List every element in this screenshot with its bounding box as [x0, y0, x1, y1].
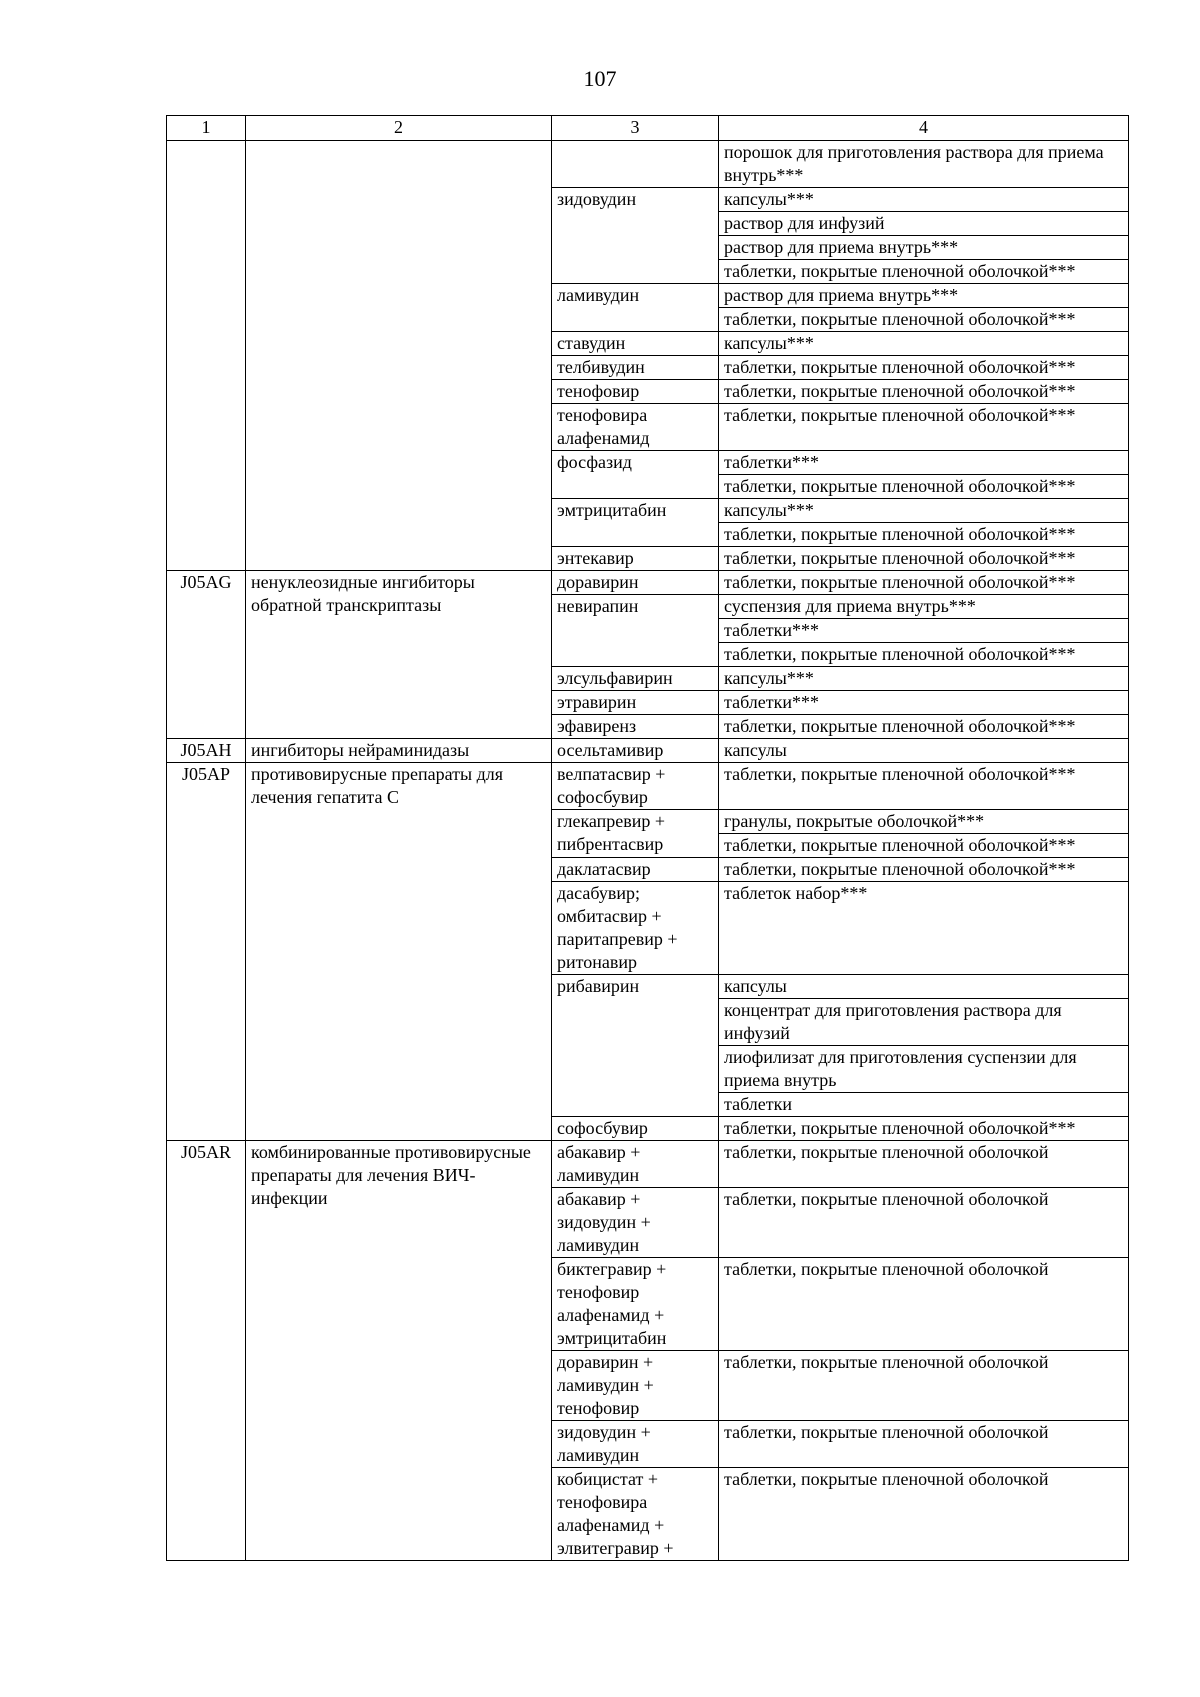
dosage-form: капсулы***: [719, 667, 1129, 691]
drug-name: невирапин: [552, 595, 719, 667]
dosage-form: таблетки, покрытые пленочной оболочкой***: [719, 1117, 1129, 1141]
dosage-form: раствор для инфузий: [719, 212, 1129, 236]
dosage-form: таблетки, покрытые пленочной оболочкой***: [719, 858, 1129, 882]
table-body: [167, 141, 1129, 1561]
dosage-form: таблетки, покрытые пленочной оболочкой: [719, 1258, 1129, 1351]
group-name: [246, 141, 552, 571]
drug-name: рибавирин: [552, 975, 719, 1117]
header-col-2: 2: [246, 116, 552, 141]
drug-name: кобицистат + тенофовира алафенамид + элвитегравир +: [552, 1468, 719, 1561]
dosage-form: лиофилизат для приготовления суспензии для приема внутрь: [719, 1046, 1129, 1093]
drug-name: биктегравир + тенофовир алафенамид + эмтрицитабин: [552, 1258, 719, 1351]
atc-code: J05AG: [167, 571, 246, 739]
drug-name: софосбувир: [552, 1117, 719, 1141]
dosage-form: таблетки, покрытые пленочной оболочкой***: [719, 404, 1129, 451]
header-col-1: 1: [167, 116, 246, 141]
drug-name: этравирин: [552, 691, 719, 715]
atc-code: J05AH: [167, 739, 246, 763]
dosage-form: таблетки, покрытые пленочной оболочкой: [719, 1468, 1129, 1561]
dosage-form: таблеток набор***: [719, 882, 1129, 975]
table-row: [167, 763, 1129, 810]
page-number: 107: [583, 66, 617, 91]
dosage-form: концентрат для приготовления раствора для инфузий: [719, 999, 1129, 1046]
dosage-form: порошок для приготовления раствора для приема внутрь***: [719, 141, 1129, 188]
drug-name: зидовудин + ламивудин: [552, 1421, 719, 1468]
drug-name: абакавир + ламивудин: [552, 1141, 719, 1188]
dosage-form: капсулы: [719, 739, 1129, 763]
dosage-form: таблетки, покрытые пленочной оболочкой***: [719, 475, 1129, 499]
header-row: [167, 116, 1129, 141]
drug-name: доравирин + ламивудин + тенофовир: [552, 1351, 719, 1421]
drug-name: элсульфавирин: [552, 667, 719, 691]
drug-name: дасабувир; омбитасвир + паритапревир + ритонавир: [552, 882, 719, 975]
table-row: [167, 739, 1129, 763]
drug-name: телбивудин: [552, 356, 719, 380]
header-col-4: 4: [719, 116, 1129, 141]
dosage-form: таблетки, покрытые пленочной оболочкой***: [719, 356, 1129, 380]
drug-name: зидовудин: [552, 188, 719, 284]
dosage-form: суспензия для приема внутрь***: [719, 595, 1129, 619]
dosage-form: таблетки, покрытые пленочной оболочкой***: [719, 380, 1129, 404]
drug-name: осельтамивир: [552, 739, 719, 763]
drug-name: велпатасвир + софосбувир: [552, 763, 719, 810]
dosage-form: таблетки, покрытые пленочной оболочкой***: [719, 715, 1129, 739]
dosage-form: капсулы***: [719, 188, 1129, 212]
drug-name: эфавиренз: [552, 715, 719, 739]
atc-code: [167, 141, 246, 571]
dosage-form: гранулы, покрытые оболочкой***: [719, 810, 1129, 834]
group-name: комбинированные противовирусные препараты для лечения ВИЧ-инфекции: [246, 1141, 552, 1561]
dosage-form: таблетки, покрытые пленочной оболочкой***: [719, 523, 1129, 547]
dosage-form: таблетки, покрытые пленочной оболочкой***: [719, 260, 1129, 284]
table-row: [167, 1141, 1129, 1188]
dosage-form: таблетки***: [719, 451, 1129, 475]
dosage-form: таблетки, покрытые пленочной оболочкой***: [719, 834, 1129, 858]
drug-name: глекапревир + пибрентасвир: [552, 810, 719, 858]
drug-name: фосфазид: [552, 451, 719, 499]
drug-name: ламивудин: [552, 284, 719, 332]
dosage-form: таблетки, покрытые пленочной оболочкой: [719, 1188, 1129, 1258]
dosage-form: таблетки***: [719, 691, 1129, 715]
dosage-form: таблетки***: [719, 619, 1129, 643]
dosage-form: капсулы***: [719, 332, 1129, 356]
drug-name: тенофовира алафенамид: [552, 404, 719, 451]
drug-name: абакавир + зидовудин + ламивудин: [552, 1188, 719, 1258]
atc-code: J05AR: [167, 1141, 246, 1561]
dosage-form: капсулы***: [719, 499, 1129, 523]
dosage-form: раствор для приема внутрь***: [719, 284, 1129, 308]
drug-name: эмтрицитабин: [552, 499, 719, 547]
drug-name: [552, 141, 719, 188]
drug-name: тенофовир: [552, 380, 719, 404]
group-name: ненуклеозидные ингибиторы обратной транскриптазы: [246, 571, 552, 739]
dosage-form: раствор для приема внутрь***: [719, 236, 1129, 260]
atc-code: J05AP: [167, 763, 246, 1141]
group-name: противовирусные препараты для лечения гепатита С: [246, 763, 552, 1141]
drug-name: даклатасвир: [552, 858, 719, 882]
dosage-form: таблетки, покрытые пленочной оболочкой: [719, 1421, 1129, 1468]
header-col-3: 3: [552, 116, 719, 141]
dosage-form: таблетки, покрытые пленочной оболочкой***: [719, 547, 1129, 571]
dosage-form: таблетки, покрытые пленочной оболочкой***: [719, 571, 1129, 595]
table-row: [167, 571, 1129, 595]
dosage-form: таблетки, покрытые пленочной оболочкой***: [719, 643, 1129, 667]
drug-name: энтекавир: [552, 547, 719, 571]
dosage-form: таблетки, покрытые пленочной оболочкой***: [719, 763, 1129, 810]
drug-name: ставудин: [552, 332, 719, 356]
drug-name: доравирин: [552, 571, 719, 595]
dosage-form: таблетки, покрытые пленочной оболочкой***: [719, 308, 1129, 332]
table-row: [167, 141, 1129, 188]
dosage-form: таблетки, покрытые пленочной оболочкой: [719, 1351, 1129, 1421]
dosage-form: таблетки: [719, 1093, 1129, 1117]
group-name: ингибиторы нейраминидазы: [246, 739, 552, 763]
dosage-form: капсулы: [719, 975, 1129, 999]
drug-table: [166, 115, 1129, 1561]
dosage-form: таблетки, покрытые пленочной оболочкой: [719, 1141, 1129, 1188]
